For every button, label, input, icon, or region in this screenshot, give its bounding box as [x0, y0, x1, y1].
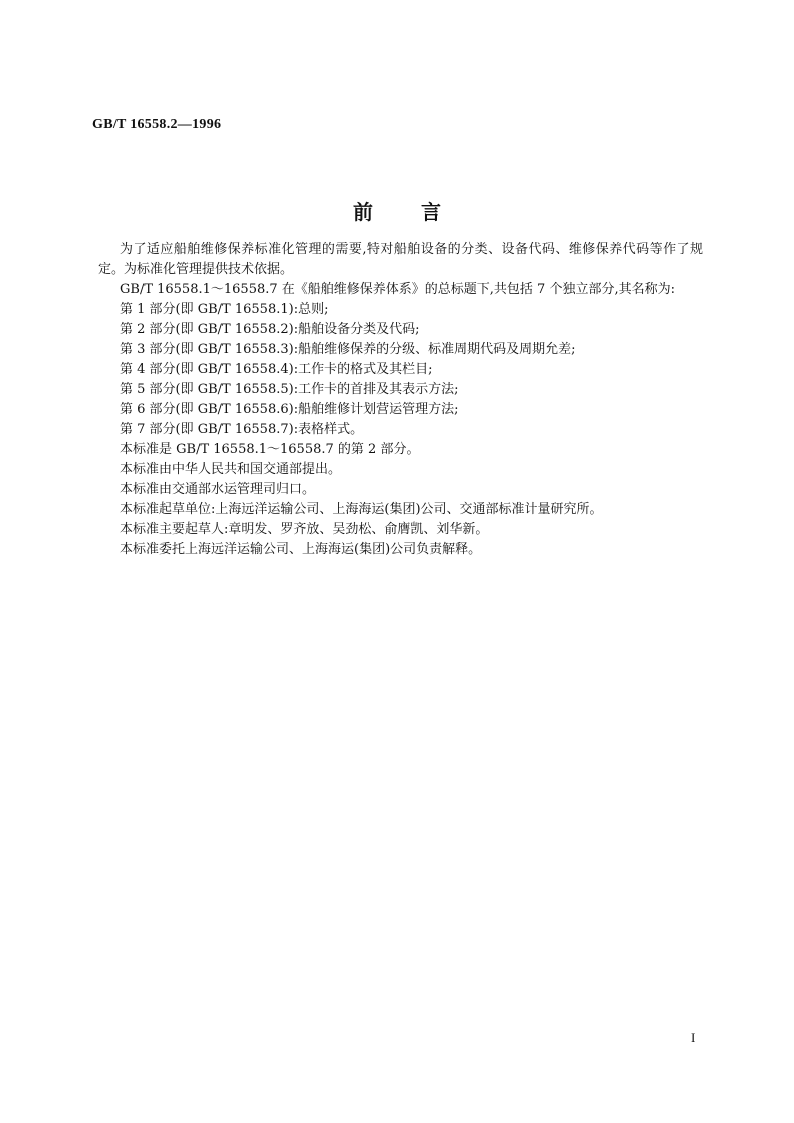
page-number: I	[691, 1030, 696, 1045]
paragraph-interpretation: 本标准委托上海远洋运输公司、上海海运(集团)公司负责解释。	[120, 542, 482, 557]
foreword-body	[98, 240, 703, 560]
paragraph-drafters: 本标准主要起草人:章明发、罗齐放、吴劲松、俞膺凯、刘华新。	[120, 522, 489, 537]
paragraph-series-overview: GB/T 16558.1～16558.7 在《船舶维修保养体系》的总标题下,共包括 7 个独立部分,其名称为:	[120, 282, 675, 297]
list-item-part-7: 第 7 部分(即 GB/T 16558.7):表格样式。	[120, 422, 364, 437]
list-item-part-2: 第 2 部分(即 GB/T 16558.2):船舶设备分类及代码;	[120, 322, 420, 337]
paragraph-drafting-units: 本标准起草单位:上海远洋运输公司、上海海运(集团)公司、交通部标准计量研究所。	[120, 502, 603, 517]
list-item-part-1: 第 1 部分(即 GB/T 16558.1):总则;	[120, 302, 329, 317]
paragraph-purpose: 为了适应船舶维修保养标准化管理的需要,特对船舶设备的分类、设备代码、维修保养代码等作了规定。为标准化管理提供技术依据。	[98, 242, 703, 277]
page-title: 前言	[353, 200, 489, 224]
paragraph-this-part: 本标准是 GB/T 16558.1～16558.7 的第 2 部分。	[120, 442, 420, 457]
list-item-part-5: 第 5 部分(即 GB/T 16558.5):工作卡的首排及其表示方法;	[120, 382, 459, 397]
list-item-part-4: 第 4 部分(即 GB/T 16558.4):工作卡的格式及其栏目;	[120, 362, 433, 377]
list-item-part-6: 第 6 部分(即 GB/T 16558.6):船舶维修计划营运管理方法;	[120, 402, 459, 417]
list-item-part-3: 第 3 部分(即 GB/T 16558.3):船舶维修保养的分级、标准周期代码及周期允差;	[120, 342, 576, 357]
paragraph-proposed-by: 本标准由中华人民共和国交通部提出。	[120, 462, 342, 477]
paragraph-administered-by: 本标准由交通部水运管理司归口。	[120, 482, 316, 497]
standard-code: GB/T 16558.2—1996	[92, 117, 222, 132]
